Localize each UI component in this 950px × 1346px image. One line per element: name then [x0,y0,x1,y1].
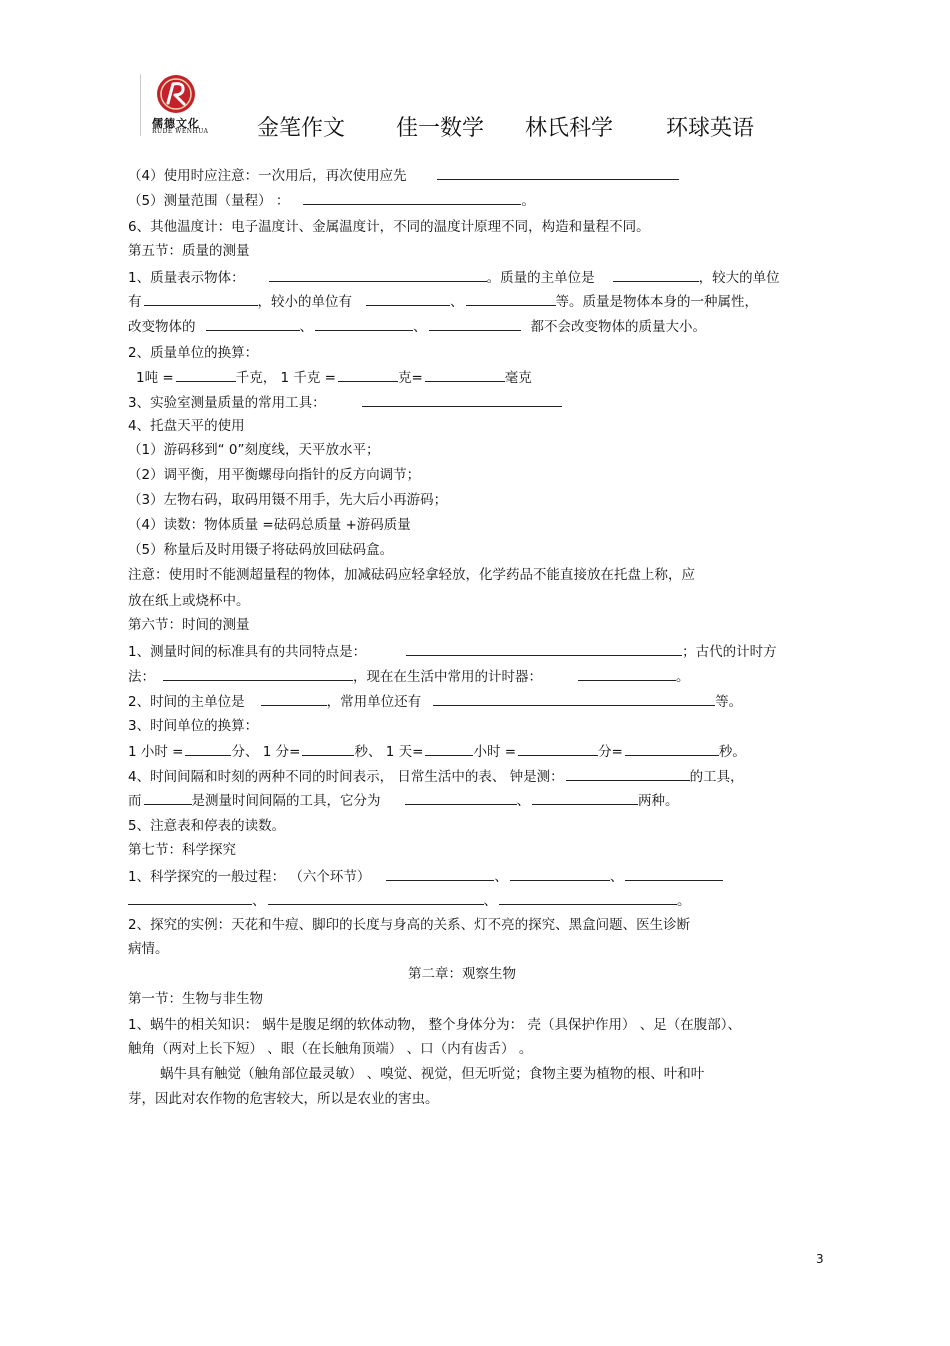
blank[interactable] [144,792,192,805]
blank[interactable] [176,369,236,382]
line-01: （4）使用时应注意：一次用后，再次使用应先 [128,167,679,184]
line-30: 、 、 。 [128,892,691,909]
blank[interactable] [185,743,231,756]
section-title-1: 第一节：生物与非生物 [128,991,263,1007]
blank[interactable] [613,269,699,282]
blank[interactable] [510,868,610,881]
blank[interactable] [261,693,327,706]
line-23: 3、时间单位的换算： [128,718,259,734]
line-12: （1）游码移到“ 0”刻度线，天平放水平； [128,442,380,458]
line-20: 1、测量时间的标准具有的共同特点是： ；古代的计时方 [128,644,777,660]
blank[interactable] [269,269,487,282]
blank[interactable] [268,892,484,905]
line-35: 1、蜗牛的相关知识： 蜗牛是腹足纲的软体动物， 整个身体分为： 壳（具保护作用） 、足（在腹部）、 [128,1017,742,1033]
line-31: 2、探究的实例：天花和牛痘、脚印的长度与身高的关系、灯不亮的探究、黑盒问题、医生诊断 [128,917,691,933]
line-08: 2、质量单位的换算： [128,345,259,361]
line-17: 注意：使用时不能测超量程的物体，加减砝码应轻拿轻放，化学药品不能直接放在托盘上称，应 [128,567,695,583]
logo-name-cn: 儒德文化 [152,117,200,130]
line-13: （2）调平衡，用平衡螺母向指针的反方向调节； [128,467,421,483]
blank[interactable] [338,369,398,382]
line-25: 4、时间间隔和时刻的两种不同的时间表示， 日常生活中的表、 钟是测： 的工具， [128,769,744,785]
blank[interactable] [144,293,258,306]
blank[interactable] [315,318,413,331]
line-38: 芽，因此对农作物的危害较大，所以是农业的害虫。 [128,1091,439,1107]
blank[interactable] [386,868,494,881]
line-29: 1、科学探究的一般过程： （六个环节） 、 、 [128,868,723,885]
blank[interactable] [405,792,517,805]
header-brand-4: 环球英语 [666,116,755,141]
line-11: 4、托盘天平的使用 [128,418,245,434]
line-32: 病情。 [128,941,169,957]
line-03: 6、其他温度计：电子温度计、金属温度计，不同的温度计原理不同，构造和量程不同。 [128,219,650,235]
section-title-6: 第六节：时间的测量 [128,617,250,633]
line-37: 蜗牛具有触觉（触角部位最灵敏） 、嗅觉、视觉，但无听觉；食物主要为植物的根、叶和叶 [160,1066,705,1082]
blank[interactable] [518,743,598,756]
section-title-5: 第五节：质量的测量 [128,243,250,259]
line-18: 放在纸上或烧杯中。 [128,593,250,609]
line-36: 触角（两对上长下短） 、眼（在长触角顶端） 、口（内有齿舌） 。 [128,1041,533,1057]
line-02: （5）测量范围（量程） ： 。 [128,193,535,209]
blank[interactable] [429,318,521,331]
line-16: （5）称量后及时用镊子将砝码放回砝码盒。 [128,542,394,558]
line-07: 改变物体的 、 、 都不会改变物体的质量大小。 [128,319,706,335]
header-brand-2: 佳一数学 [396,116,485,141]
line-22: 2、时间的主单位是 ，常用单位还有 等。 [128,694,743,710]
line-15: （4）读数：物体质量 =砝码总质量 +游码质量 [128,517,411,533]
header-brand-3: 林氏科学 [525,116,614,141]
blank[interactable] [566,768,690,781]
line-09: 1吨 = 千克， 1 千克 = 克= 毫克 [136,370,532,386]
blank[interactable] [499,892,677,905]
blank[interactable] [578,668,676,681]
logo-name-en: RUDE WENHUA [152,128,209,135]
blank[interactable] [128,892,252,905]
blank[interactable] [466,293,556,306]
blank[interactable] [302,743,354,756]
blank[interactable] [366,293,450,306]
line-06: 有 ，较小的单位有 、 等。质量是物体本身的一种属性， [128,294,758,310]
line-21: 法： ，现在在生活中常用的计时器： 。 [128,669,690,685]
line-10: 3、实验室测量质量的常用工具： [128,394,562,411]
blank[interactable] [433,693,715,706]
blank[interactable] [532,792,638,805]
blank[interactable] [425,369,505,382]
section-title-7: 第七节：科学探究 [128,842,236,858]
blank[interactable] [303,192,521,205]
blank[interactable] [163,668,353,681]
blank[interactable] [437,167,679,180]
line-26: 而 是测量时间间隔的工具，它分为 、 两种。 [128,793,679,809]
line-27: 5、注意表和停表的读数。 [128,818,286,834]
blank[interactable] [362,394,562,407]
blank[interactable] [425,743,473,756]
header-brand-1: 金笔作文 [257,116,346,141]
blank[interactable] [625,743,719,756]
chapter-title: 第二章：观察生物 [408,966,516,982]
blank[interactable] [406,643,682,656]
line-14: （3）左物右码，取码用镊不用手，先大后小再游码； [128,492,448,508]
page-number: 3 [816,1252,824,1266]
line-24: 1 小时 = 分、 1 分= 秒、 1 天= 小时 = 分= 秒。 [128,744,746,760]
line-05: 1、质量表示物体： 。质量的主单位是 ，较大的单位 [128,270,780,286]
blank[interactable] [206,318,300,331]
blank[interactable] [625,868,723,881]
